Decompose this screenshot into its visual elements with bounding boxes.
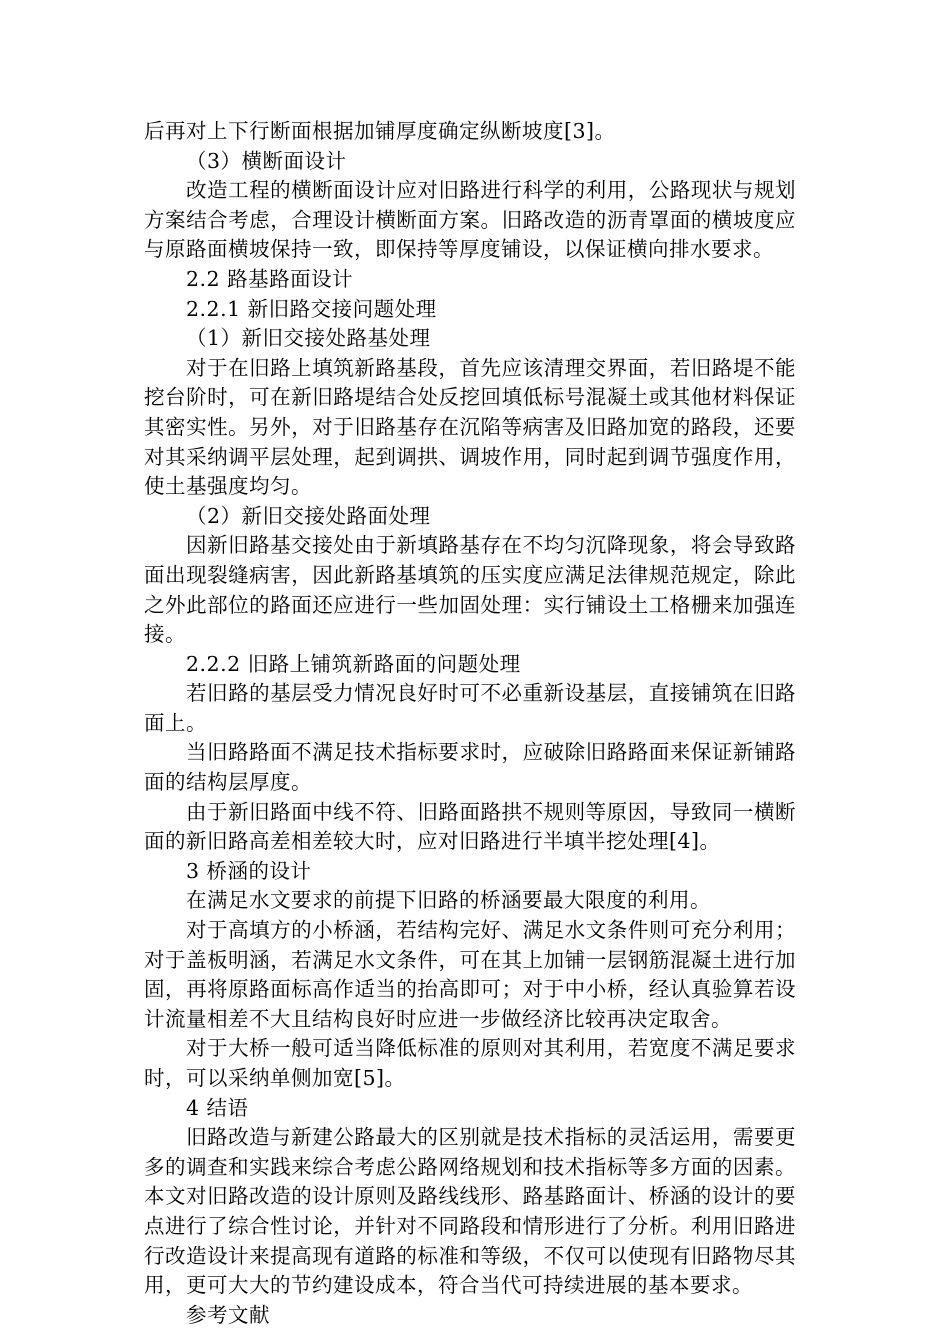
heading-junction-handling: 2.2.1 新旧路交接问题处理 (186, 296, 437, 321)
heading-cross-section-design: （3）横断面设计 (186, 148, 347, 173)
paragraph-half-fill-half-cut: 由于新旧路面中线不符、旧路面路拱不规则等原因，导致同一横断面的新旧路高差相差较大时，应对旧路进行半填半挖处理[4]。 (144, 799, 796, 854)
heading-references: 参考文献 (186, 1302, 270, 1327)
paragraph-continuation: 后再对上下行断面根据加铺厚度确定纵断坡度[3]。 (144, 119, 616, 143)
paragraph-junction-pavement: 因新旧路基交接处由于新填路基存在不均匀沉降现象，将会导致路面出现裂缝病害，因此新路基填筑的压实度应满足法律规范规定，除此之外此部位的路面还应进行一些加固处理：实行铺设土工格栅来加强连接。 (144, 533, 796, 647)
heading-bridge-culvert-design: 3 桥涵的设计 (186, 858, 312, 883)
heading-conclusion: 4 结语 (186, 1095, 249, 1120)
paragraph-conclusion: 旧路改造与新建公路最大的区别就是技术指标的灵活运用，需要更多的调查和实践来综合考虑公路网络规划和技术指标等多方面的因素。本文对旧路改造的设计原则及路线线形、路基路面计、桥涵的设计的要点进行了综合性讨论，并针对不同路段和情形进行了分析。利用旧路进行改造设计来提高现有道路的标准和等级，不仅可以使现有旧路物尽其用，更可大大的节约建设成本，符合当代可持续进展的基本要求。 (144, 1125, 796, 1298)
paragraph-pavement-removal: 当旧路路面不满足技术指标要求时，应破除旧路路面来保证新铺路面的结构层厚度。 (144, 740, 796, 795)
heading-junction-pavement: （2）新旧交接处路面处理 (186, 503, 431, 528)
document-body (144, 117, 796, 1330)
paragraph-small-bridges: 对于高填方的小桥涵，若结构完好、满足水文条件则可充分利用；对于盖板明涵，若满足水文条件，可在其上加铺一层钢筋混凝土进行加固，再将原路面标高作适当的抬高即可；对于中小桥，经认真验算若设计流量相差不大且结构良好时应进一步做经济比较再决定取舍。 (144, 918, 796, 1031)
heading-subgrade-pavement-design: 2.2 路基路面设计 (186, 266, 354, 291)
heading-junction-subgrade: （1）新旧交接处路基处理 (186, 326, 431, 351)
paragraph-base-layer: 若旧路的基层受力情况良好时可不必重新设基层，直接铺筑在旧路面上。 (144, 681, 796, 735)
paragraph-large-bridges: 对于大桥一般可适当降低标准的原则对其利用，若宽度不满足要求时，可以采纳单侧加宽[5]。 (144, 1036, 796, 1090)
paragraph-junction-subgrade: 对于在旧路上填筑新路基段，首先应该清理交界面，若旧路堤不能挖台阶时，可在新旧路堤结合处反挖回填低标号混凝土或其他材料保证其密实性。另外，对于旧路基存在沉陷等病害及旧路加宽的路段，还要对其采纳调平层处理，起到调拱、调坡作用，同时起到调节强度作用，使土基强度均匀。 (144, 355, 796, 499)
paragraph-cross-section: 改造工程的横断面设计应对旧路进行科学的利用，公路现状与规划方案结合考虑，合理设计横断面方案。旧路改造的沥青罩面的横坡度应与原路面横坡保持一致，即保持等厚度铺设，以保证横向排水要求。 (144, 178, 796, 262)
heading-new-pavement-on-old-road: 2.2.2 旧路上铺筑新路面的问题处理 (186, 651, 521, 676)
paragraph-bridge-utilization: 在满足水文要求的前提下旧路的桥涵要最大限度的利用。 (186, 888, 711, 913)
